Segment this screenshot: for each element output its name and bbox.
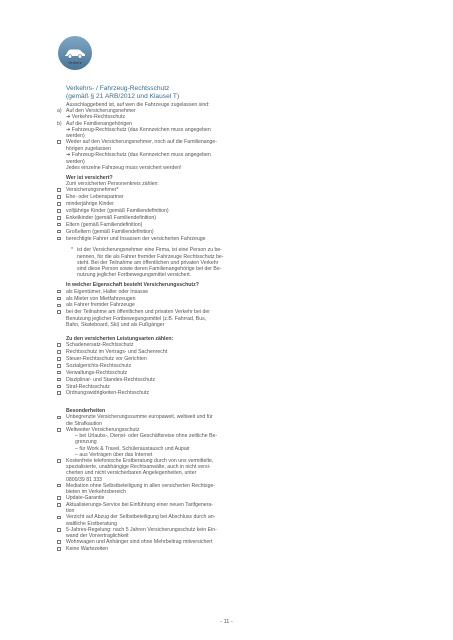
list-item: Disziplinar- und Standes-Rechtsschutz [57, 377, 397, 384]
checkbox-icon [57, 540, 61, 544]
list-item: Wohnwagen und Anhänger sind ohne Mehrbeitrag mitversichert [57, 539, 397, 546]
checkbox-icon [57, 209, 61, 213]
sub-item: – für Work & Travel, Schüleraustausch und Aupair [75, 445, 190, 452]
list-item: Sozialgerichts-Rechtsschutz [57, 363, 397, 370]
checkbox-icon [57, 416, 61, 420]
checkbox-icon [57, 290, 61, 294]
sub-item: – bei Urlaubs-, Dienst- oder Geschäftsreise ohne zeitliche Be- [75, 433, 218, 440]
list-item: Eltern (gemäß Familiendefinition) [57, 222, 397, 229]
insured-heading: Wer ist versichert? [66, 174, 113, 181]
list-item: Ehe- oder Lebenspartner [57, 194, 397, 201]
badge-label: Verkehr [68, 60, 82, 65]
checkbox-icon [57, 350, 61, 354]
intro-text: Ausschlaggebend ist, auf wen die Fahrzeuge zugelassen sind: [66, 102, 210, 108]
checkbox-icon [57, 188, 61, 192]
checkbox-icon [57, 503, 61, 507]
list-item: Keine Wartezeiten [57, 546, 397, 553]
list-item: Weltweiter Versicherungsschutz – bei Urlaubs-, Dienst- oder Geschäftsreise ohne zeitliche Be- grenzung – für Work & Travel, Schüleraustausch und Aupair – aus Verträgen über das Internet [57, 427, 397, 458]
car-icon [64, 47, 86, 59]
services-list [57, 342, 397, 397]
capacity-heading: In welcher Eigenschaft besteht Versicherungsschutz? [66, 282, 199, 289]
footnote: * ist der Versicherungsnehmer eine Firma, ist eine Person zu be- nennen, für die als Fahrer fremder Fahrzeuge Rechtsschutz be- steht. Bei der Teilnahme am öffentlichen und privaten Verkehr sind diese Person sowie deren Familienangehörige bei der Be- nutzung jeglicher Fortbewegungsmittel versichert. [71, 247, 224, 279]
list-item: minderjährige Kinder [57, 201, 397, 208]
checkbox-icon [57, 484, 61, 488]
checkbox-icon [57, 202, 61, 206]
list-item: Straf-Rechtsschutz [57, 384, 397, 391]
list-item: als Fahrer fremder Fahrzeuge [57, 302, 397, 309]
checkbox-icon [57, 304, 61, 308]
page-number: - 11 - [220, 619, 233, 625]
insured-list [57, 187, 397, 242]
checkbox-icon [57, 371, 61, 375]
option-a: a) Auf den Versicherungsnehmer [57, 108, 136, 115]
checkbox-icon [57, 547, 61, 551]
list-item: berechtigte Fahrer und Insassen der versicherten Fahrzeuge [57, 236, 397, 243]
checkbox-icon [57, 230, 61, 234]
option-b: b) Auf die Familienangehörigen [57, 120, 133, 127]
list-item: Schadenersatz-Rechtsschutz [57, 342, 397, 349]
checkbox-icon [57, 297, 61, 301]
checkbox-icon [57, 364, 61, 368]
content: Ausschlaggebend ist, auf wen die Fahrzeuge zugelassen sind: a) Auf den Versicherungsnehmer ➔ Verkehrs-Rechtsschutz b) Auf die Familienangehörigen ➔ Fahrzeug-Rechtsschutz (das Kennzeichen muss angegeben werden) Weder auf den Versicherungsnehmer, noch auf die Familienange- hörigen zugelassen ➔ Fahrzeug-Rechtsschutz (das Kennzeichen muss angegeben werden) Jedes einzelne Fahrzeug muss versichert werden! Wer ist versichert? Zum versicherten Personenkreis zählen: Versicherungsnehmer* Ehe- oder Lebenspartner minderjährige Kinder volljährige Kinder (gemäß Familiendefinition) Enkelkinder (gemäß Familiendefinition) Eltern (gemäß Familiendefinition) Großeltern (gemäß Familiendefinition) berechtigte Fahrer und Insassen der versicherten Fahrzeuge * ist der Versicherungsnehmer eine Firma, ist eine Person zu be- nennen, für die als Fahrer fremder Fahrzeuge Rechtsschutz be- steht. Bei der Teilnahme am öffentlichen und privaten Verkehr sind diese Person sowie deren Familienangehörige bei der Be- nutzung jeglicher Fortbewegungsmittel versichert. In welcher Eigenschaft besteht Versicherungsschutz? als Eigentümer, Halter oder Insasse als Mieter von Mietfahrzeugen als Fahrer fremder Fahrzeuge bei der Teilnahme am öffentlichen und privaten Verkehr bei der Benutzung jeglicher Fortbewegungsmittel (z.B. Fahrrad, Bus, Bahn, Skateboard, Ski) und als Fußgänger Zu den versicherten Leistungsarten zählen: Schadenersatz-Rechtsschutz Rechtsschutz im Vertrags- und Sachenrecht Steuer-Rechtsschutz vor Gerichten Sozialgerichts-Rechtsschutz Verwaltungs-Rechtsschutz Disziplinar- und Standes-Rechtsschutz Straf-Rechtsschutz Ordnungswidrigkeiten-Rechtsschutz Besonderheiten Unbegrenzte Versicherungssumme europaweit, weltweit und für die Strafkaution Weltweiter Versicherungsschutz – bei Urlaubs-, Dienst- oder Geschäftsreise ohne zeitliche Be- grenzung – für Work & Travel, Schüleraustausch und Aupair – aus Verträgen über das Internet Kostenfreie telefonische Erstberatung durch von uns vermittelte, spezialisierte, unabhängige Rechtsanwälte, auch in nicht versi- cherten und nicht versicherbaren Angelegenheiten, unter 0800/39 81 333 Mediation ohne Selbstbeteiligung in allen versicherten Rechtsge- bieten im Verkehrsbereich Update-Garantie Aktualisierungs-Service bei Einführung einer neuen Tarifgenera- tion Verzicht auf Abzug der Selbstbeteiligung bei Abschluss durch an- waltliche Erstberatung 5-Jahres-Regelung: nach 5 Jahren Versicherungsschutz kein Ein- wand der Vorvertraglichkeit Wohnwagen und Anhänger sind ohne Mehrbeitrag mitversichert Keine Wartezeiten [57, 102, 397, 553]
list-item: Unbegrenzte Versicherungssumme europaweit, weltweit und für die Strafkaution [57, 414, 397, 426]
list-item: Versicherungsnehmer* [57, 187, 397, 194]
list-item: Ordnungswidrigkeiten-Rechtsschutz [57, 390, 397, 397]
list-item: Update-Garantie [57, 495, 397, 502]
checkbox-icon [57, 496, 61, 500]
checkbox-icon [57, 385, 61, 389]
list-item: Großeltern (gemäß Familiendefinition) [57, 229, 397, 236]
list-item: Kostenfreie telefonische Erstberatung durch von uns vermittelte, spezialisierte, unabhängige Rechtsanwälte, auch in nicht versi- cherten und nicht versicherbaren Angelegenheiten, unter 0800/39 81 333 [57, 458, 397, 483]
list-item: volljährige Kinder (gemäß Familiendefinition) [57, 208, 397, 215]
list-item: Verwaltungs-Rechtsschutz [57, 370, 397, 377]
list-item: bei der Teilnahme am öffentlichen und privaten Verkehr bei der Benutzung jeglicher Fortbewegungsmittel (z.B. Fahrrad, Bus, Bahn, Skateboard, Ski) und als Fußgänger [57, 309, 397, 328]
sub-item: – aus Verträgen über das Internet [75, 451, 153, 458]
checkbox-icon [57, 357, 61, 361]
list-item: Enkelkinder (gemäß Familiendefinition) [57, 215, 397, 222]
features-list [57, 414, 397, 553]
option-c: Weder auf den Versicherungsnehmer, noch auf die Familienange- [57, 139, 397, 146]
checkbox-icon [57, 528, 61, 532]
list-item: Mediation ohne Selbstbeteiligung in allen versicherten Rechtsge- bieten im Verkehrsbereich [57, 483, 397, 495]
capacity-list [57, 289, 397, 328]
list-item: Aktualisierungs-Service bei Einführung einer neuen Tarifgenera- tion [57, 502, 397, 514]
checkbox-icon [57, 140, 61, 144]
section-title: Verkehrs- / Fahrzeug-Rechtsschutz (gemäß § 21 ARB/2012 und Klausel T) [66, 85, 180, 100]
features-heading: Besonderheiten [66, 408, 106, 415]
checkbox-icon [57, 378, 61, 382]
checkbox-icon [57, 343, 61, 347]
sub-item: grenzung [75, 439, 97, 446]
checkbox-icon [57, 223, 61, 227]
services-heading: Zu den versicherten Leistungsarten zählen: [66, 335, 174, 342]
checkbox-icon [57, 310, 61, 314]
checkbox-icon [57, 237, 61, 241]
checkbox-icon [57, 516, 61, 520]
checkbox-icon [57, 428, 61, 432]
list-item: Verzicht auf Abzug der Selbstbeteiligung bei Abschluss durch an- waltliche Erstberatung [57, 514, 397, 526]
checkbox-icon [57, 216, 61, 220]
checkbox-icon [57, 391, 61, 395]
list-item: als Eigentümer, Halter oder Insasse [57, 289, 397, 296]
option-c-note: Jedes einzelne Fahrzeug muss versichert werden! [66, 164, 182, 171]
option-a-sub: ➔ Verkehrs-Rechtsschutz [66, 114, 126, 121]
checkbox-icon [57, 195, 61, 199]
list-item: 5-Jahres-Regelung: nach 5 Jahren Versicherungsschutz kein Ein- wand der Vorvertraglichkeit [57, 527, 397, 539]
list-item: Steuer-Rechtsschutz vor Gerichten [57, 356, 397, 363]
list-item: Rechtsschutz im Vertrags- und Sachenrecht [57, 349, 397, 356]
list-item: als Mieter von Mietfahrzeugen [57, 296, 397, 303]
checkbox-icon [57, 459, 61, 463]
